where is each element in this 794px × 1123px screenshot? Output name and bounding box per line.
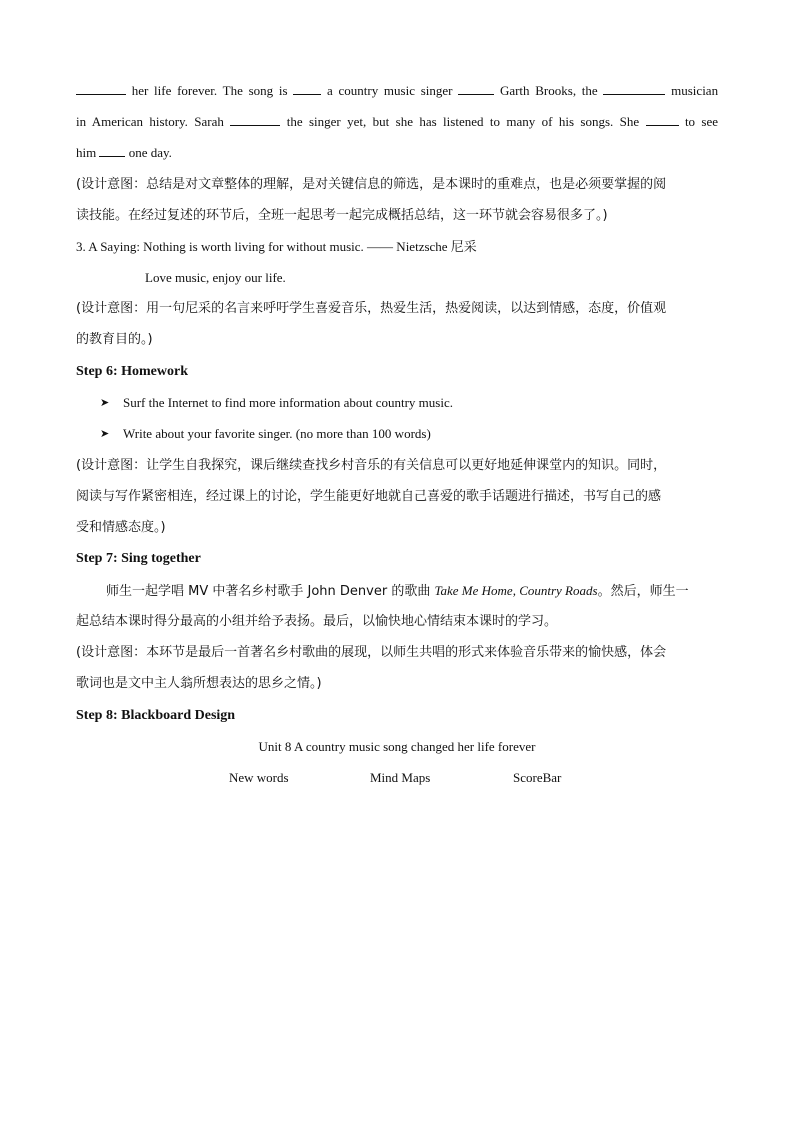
blackboard-column-scorebar: ScoreBar bbox=[513, 770, 562, 785]
blank[interactable] bbox=[76, 82, 126, 95]
summary-line-1: her life forever. The song is a country music singer Garth Brooks, the musician bbox=[76, 81, 718, 101]
summary-line-3: him one day. bbox=[76, 145, 172, 160]
arrow-bullet-icon: ➤ bbox=[100, 427, 110, 440]
step-8-heading: Step 8: Blackboard Design bbox=[76, 708, 236, 723]
homework-item: Write about your favorite singer. (no more than 100 words) bbox=[123, 426, 431, 441]
blank[interactable] bbox=[603, 82, 665, 95]
homework-item: Surf the Internet to find more information about country music. bbox=[123, 395, 453, 410]
blackboard-title: Unit 8 A country music song changed her life forever bbox=[258, 739, 536, 754]
blank[interactable] bbox=[646, 113, 679, 126]
step-7-heading: Step 7: Sing together bbox=[76, 551, 201, 566]
design-note-1-line-2: 读技能。在经过复述的环节后，全班一起思考一起完成概括总结，这一环节就会容易很多了。) bbox=[76, 208, 608, 223]
song-title: Take Me Home, Country Roads bbox=[434, 583, 598, 598]
blackboard-column-new-words: New words bbox=[229, 770, 289, 785]
blank[interactable] bbox=[293, 82, 321, 95]
saying-motto: Love music, enjoy our life. bbox=[145, 270, 286, 285]
blank[interactable] bbox=[230, 113, 280, 126]
summary-line-2: in American history. Sarah the singer yet, but she has listened to many of his songs. She to see bbox=[76, 114, 719, 129]
step-7-paragraph-line-2: 起总结本课时得分最高的小组并给予表扬。最后，以愉快地心情结束本课时的学习。 bbox=[76, 614, 558, 629]
arrow-bullet-icon: ➤ bbox=[100, 396, 110, 409]
design-note-1-line-1: (设计意图：总结是对文章整体的理解，是对关键信息的筛选，是本课时的重难点，也是必须要掌握的阅 bbox=[76, 177, 667, 192]
design-note-4-line-2: 歌词也是文中主人翁所想表达的思乡之情。) bbox=[76, 676, 322, 691]
blank[interactable] bbox=[458, 82, 494, 95]
step-6-heading: Step 6: Homework bbox=[76, 364, 188, 379]
design-note-2-line-2: 的教育目的。) bbox=[76, 332, 153, 347]
design-note-4-line-1: (设计意图：本环节是最后一首著名乡村歌曲的展现，以师生共唱的形式来体验音乐带来的愉快感，体会 bbox=[76, 645, 667, 660]
design-note-3-line-1: (设计意图：让学生自我探究，课后继续查找乡村音乐的有关信息可以更好地延伸课堂内的知识。同时， bbox=[76, 458, 667, 473]
step-7-paragraph-line-1: 师生一起学唱 MV 中著名乡村歌手 John Denver 的歌曲 Take Me Home, Country Roads。然后，师生一 bbox=[106, 583, 689, 599]
design-note-2-line-1: (设计意图：用一句尼采的名言来呼吁学生喜爱音乐，热爱生活，热爱阅读，以达到情感，态度，价值观 bbox=[76, 301, 667, 316]
blackboard-column-mind-maps: Mind Maps bbox=[370, 770, 431, 785]
design-note-3-line-3: 受和情感态度。) bbox=[76, 520, 166, 535]
saying-quote: 3. A Saying: Nothing is worth living for without music. —— Nietzsche 尼采 bbox=[76, 239, 477, 254]
blank[interactable] bbox=[99, 144, 125, 157]
design-note-3-line-2: 阅读与写作紧密相连，经过课上的讨论，学生能更好地就自己喜爱的歌手话题进行描述，书写自己的感 bbox=[76, 489, 662, 504]
